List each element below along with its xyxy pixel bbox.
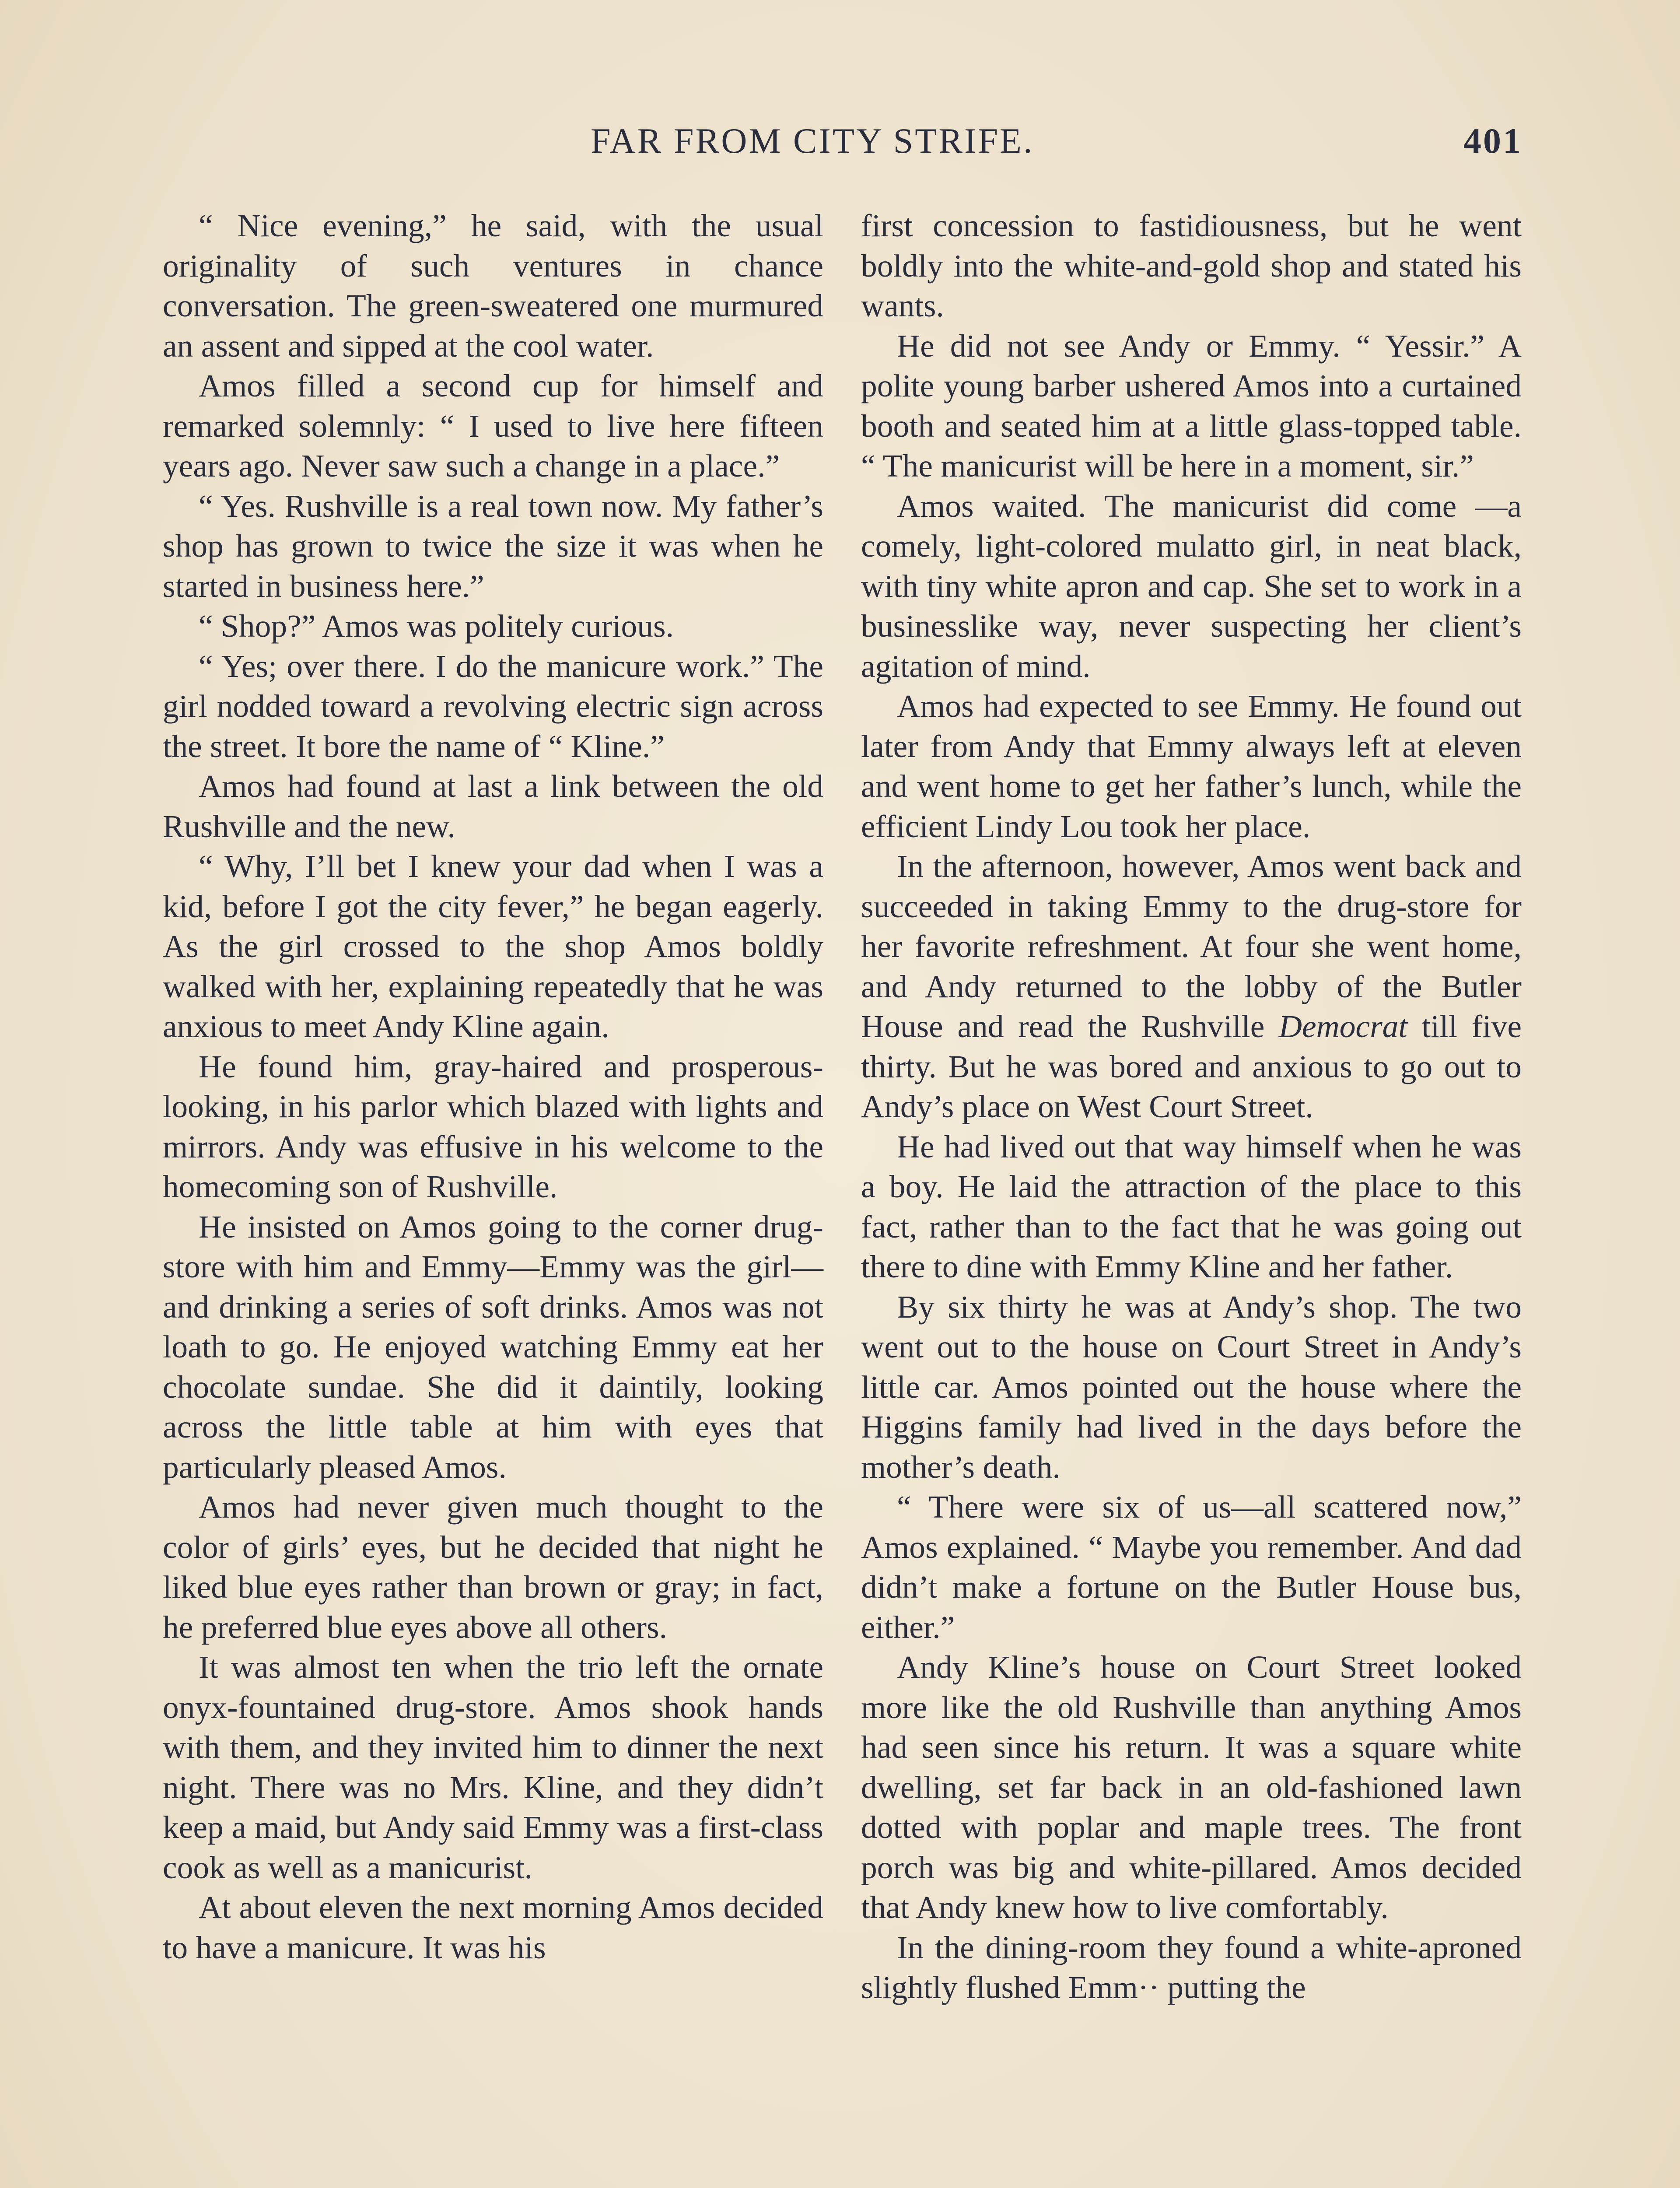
paragraph: In the dining-room they found a white-aproned slightly flushed Emm·· putting the bbox=[861, 1929, 1522, 2005]
paragraph: By six thirty he was at Andy’s shop. The two went out to the house on Court Street in Andy’s little car. Amos pointed out the house where the Higgins family had lived in the days before the mother’s death. bbox=[861, 1289, 1522, 1485]
paragraph: “ Yes. Rushville is a real town now. My father’s shop has grown to twice the size it was when he started in business here.” bbox=[163, 488, 823, 604]
paragraph: “ Why, I’ll bet I knew your dad when I was a kid, before I got the city fever,” he began eagerly. As the girl crossed to the shop Amos boldly walked with her, explaining repeatedly that he was anxious to meet Andy Kline again. bbox=[163, 849, 823, 1044]
newspaper-name: Democrat bbox=[1278, 1009, 1407, 1044]
paragraph: Amos had found at last a link between the old Rushville and the new. bbox=[163, 768, 823, 844]
running-header bbox=[0, 120, 1680, 168]
paragraph: Amos had never given much thought to the color of girls’ eyes, but he decided that night he liked blue eyes rather than brown or gray; in fact, he preferred blue eyes above all others. bbox=[163, 1489, 823, 1645]
paragraph: He had lived out that way himself when he was a boy. He laid the attraction of the place to this fact, rather than to the fact that he was going out there to dine with Emmy Kline and her father. bbox=[861, 1129, 1522, 1284]
right-text-column bbox=[861, 206, 1522, 2008]
paragraph: “ There were six of us—all scattered now,” Amos explained. “ Maybe you remember. And dad didn’t make a fortune on the Butler House bus, either.” bbox=[861, 1489, 1522, 1645]
paragraph: “ Shop?” Amos was politely curious. bbox=[199, 608, 674, 644]
page-number: 401 bbox=[1463, 121, 1522, 161]
paragraph-continued: first concession to fastidiousness, but he went boldly into the white-and-gold shop and stated his wants. bbox=[861, 208, 1522, 323]
paragraph: Amos waited. The manicurist did come —a comely, light-colored mulatto girl, in neat black, with tiny white apron and cap. She set to work in a businesslike way, never suspecting her client’s agitation of mind. bbox=[861, 488, 1522, 684]
paragraph: At about eleven the next morning Amos decided to have a manicure. It was his bbox=[163, 1890, 823, 1965]
page-title: FAR FROM CITY STRIFE. bbox=[591, 121, 1034, 161]
left-text-column bbox=[163, 206, 823, 1967]
paragraph: Andy Kline’s house on Court Street looked more like the old Rushville than anything Amos had seen since his return. It was a square white dwelling, set far back in an old-fashioned lawn dotted with poplar and maple trees. The front porch was big and white-pillared. Amos decided that Andy knew how to live comfortably. bbox=[861, 1649, 1522, 1925]
paragraph: “ Yes; over there. I do the manicure work.” The girl nodded toward a revolving electric sign across the street. It bore the name of “ Kline.” bbox=[163, 648, 823, 764]
paragraph: Amos had expected to see Emmy. He found out later from Andy that Emmy always left at eleven and went home to get her father’s lunch, while the efficient Lindy Lou took her place. bbox=[861, 688, 1522, 844]
paragraph: He did not see Andy or Emmy. “ Yessir.” A polite young barber ushered Amos into a curtained booth and seated him at a little glass-topped table. “ The manicurist will be here in a moment, sir.” bbox=[861, 328, 1522, 484]
paragraph: Amos filled a second cup for himself and remarked solemnly: “ I used to live here fifteen years ago. Never saw such a change in a place.” bbox=[163, 368, 823, 484]
paragraph: He insisted on Amos going to the corner drug-store with him and Emmy—Emmy was the girl—and drinking a series of soft drinks. Amos was not loath to go. He enjoyed watching Emmy eat her chocolate sundae. She did it daintily, looking across the little table at him with eyes that particularly pleased Amos. bbox=[163, 1209, 823, 1485]
paragraph: “ Nice evening,” he said, with the usual originality of such ventures in chance conversation. The green-sweatered one murmured an assent and sipped at the cool water. bbox=[163, 208, 823, 364]
paragraph: In the afternoon, however, Amos went back and succeeded in taking Emmy to the drug-store for her favorite refreshment. At four she went home, and Andy returned to the lobby of the Butler House and read the Rushville Democrat till five thirty. But he was bored and anxious to go out to Andy’s place on West Court Street. bbox=[861, 849, 1522, 1124]
paragraph: It was almost ten when the trio left the ornate onyx-fountained drug-store. Amos shook hands with them, and they invited him to dinner the next night. There was no Mrs. Kline, and they didn’t keep a maid, but Andy said Emmy was a first-class cook as well as a manicurist. bbox=[163, 1649, 823, 1885]
paragraph: He found him, gray-haired and prosperous-looking, in his parlor which blazed with lights and mirrors. Andy was effusive in his welcome to the homecoming son of Rushville. bbox=[163, 1048, 823, 1204]
